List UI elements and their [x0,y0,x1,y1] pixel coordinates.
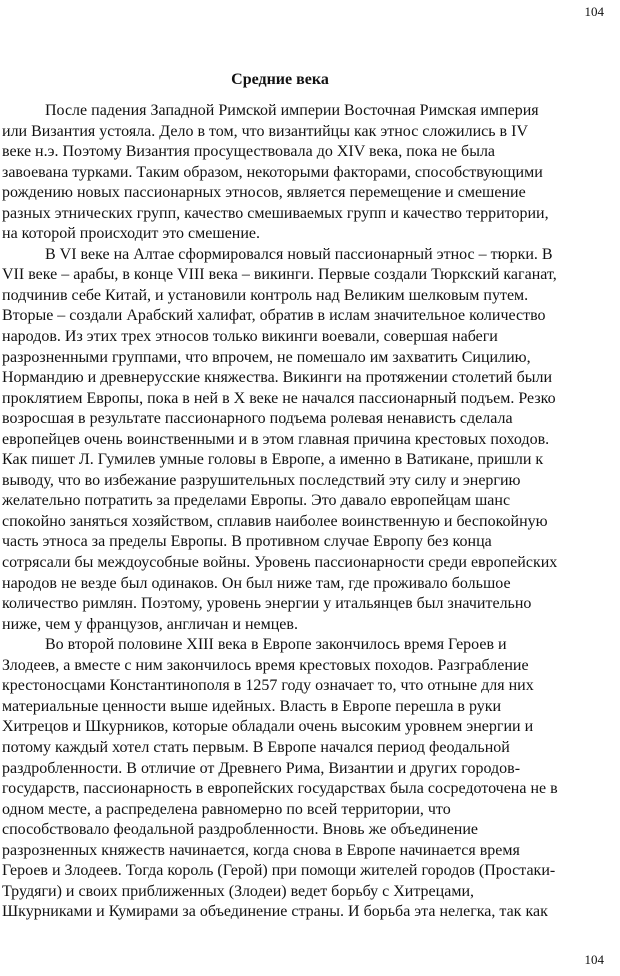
text-line: подчинив себе Китай, и установили контроль над Великим шелковым путем. [2,286,529,304]
text-line: разрозненными группами, что впрочем, не помешало им захватить Сицилию, [2,348,531,366]
text-line: возросшая в результате пассионарного подъема ролевая ненависть сделала [2,410,513,428]
text-line: Шкурниками и Кумирами за объединение страны. И борьба эта нелегка, так как [2,903,548,921]
text-line: государств, пассионарность в европейских государствах была сосредоточена не в [2,780,558,798]
text-line: или Византия устояла. Дело в том, что византийцы как этнос сложились в IV [2,122,528,140]
text-line: часть этноса за пределы Европы. В противном случае Европу без конца [2,533,492,551]
text-line: сотрясали бы междоусобные войны. Уровень пассионарности среди европейских [2,554,558,572]
text-line: проклятием Европы, пока в ней в X веке не начался пассионарный подъем. Резко [2,389,556,407]
text-line: В VI веке на Алтае сформировался новый пассионарный этнос – тюрки. В [45,245,553,263]
body-text [0,101,612,923]
text-line: одном месте, а распределена равномерно по всей территории, что [2,800,451,818]
text-line: разрозненных княжеств начинается, когда снова в Европе начинается время [2,841,520,859]
text-line: материальные ценности выше идейных. Власть в Европе перешла в руки [2,697,502,715]
text-line: европейцев очень воинственными и в этом главная причина крестовых походов. [2,430,550,448]
text-line: Нормандию и древнерусские княжества. Викинги на протяжении столетий были [2,369,553,387]
text-line: выводу, что во избежание разрушительных последствий эту силу и энергию [2,471,521,489]
text-line: Как пишет Л. Гумилев умные головы в Европе, а именно в Ватикане, пришли к [2,451,544,469]
text-line: После падения Западной Римской империи Восточная Римская империя [45,102,539,119]
text-line: народов не везде был одинаков. Он был ниже там, где проживало большое [2,574,511,592]
text-line: спокойно заняться хозяйством, сплавив наиболее воинственную и беспокойную [2,512,548,530]
text-line: Хитрецов и Шкурников, которые обладали очень высоким уровнем энергии и [2,718,534,736]
text-line: на которой происходит это смешение. [2,225,261,243]
text-line: желательно потратить за пределами Европы. Это давало европейцам шанс [2,492,511,510]
text-line: Во второй половине XIII века в Европе закончилось время Героев и [45,636,507,654]
text-line: Злодеев, а вместе с ним закончилось время крестовых походов. Разграбление [2,656,529,674]
text-line: разных этнических групп, качество смешиваемых групп и качество территории, [2,204,549,222]
text-line: способствовало феодальной раздробленности. Вновь же объединение [2,821,479,839]
text-line: рождению новых пассионарных этносов, является перемещение и смешение [2,184,526,202]
text-line: народов. Из этих трех этносов только викинги воевали, совершая набеги [2,328,498,346]
text-line: количество римлян. Поэтому, уровень энергии у итальянцев был значительно [2,595,532,613]
text-line: потому каждый хотел стать первым. В Европе начался период феодальной [2,738,510,756]
text-line: раздробленности. В отличие от Древнего Рима, Византии и других городов- [2,759,521,777]
text-line: завоевана турками. Таким образом, некоторыми факторами, способствующими [2,163,543,181]
text-line: крестоносцами Константинополя в 1257 году означает то, что отныне для них [2,677,534,695]
text-line: ниже, чем у французов, англичан и немцев. [2,615,298,633]
page-number-bottom: 104 [584,952,604,967]
text-line: Вторые – создали Арабский халифат, обратив в ислам значительное количество [2,307,546,325]
text-line: Трудяги) и своих приближенных (Злодеи) ведет борьбу с Хитрецами, [2,882,475,900]
section-heading: Средние века [231,71,329,88]
text-line: веке н.э. Поэтому Византия просуществовала до XIV века, пока не была [2,143,496,161]
text-line: VII веке – арабы, в конце VIII века – викинги. Первые создали Тюркский каганат, [2,266,557,284]
page-number-top: 104 [584,4,604,19]
text-line: Героев и Злодеев. Тогда король (Герой) при помощи жителей городов (Простаки- [2,862,556,880]
